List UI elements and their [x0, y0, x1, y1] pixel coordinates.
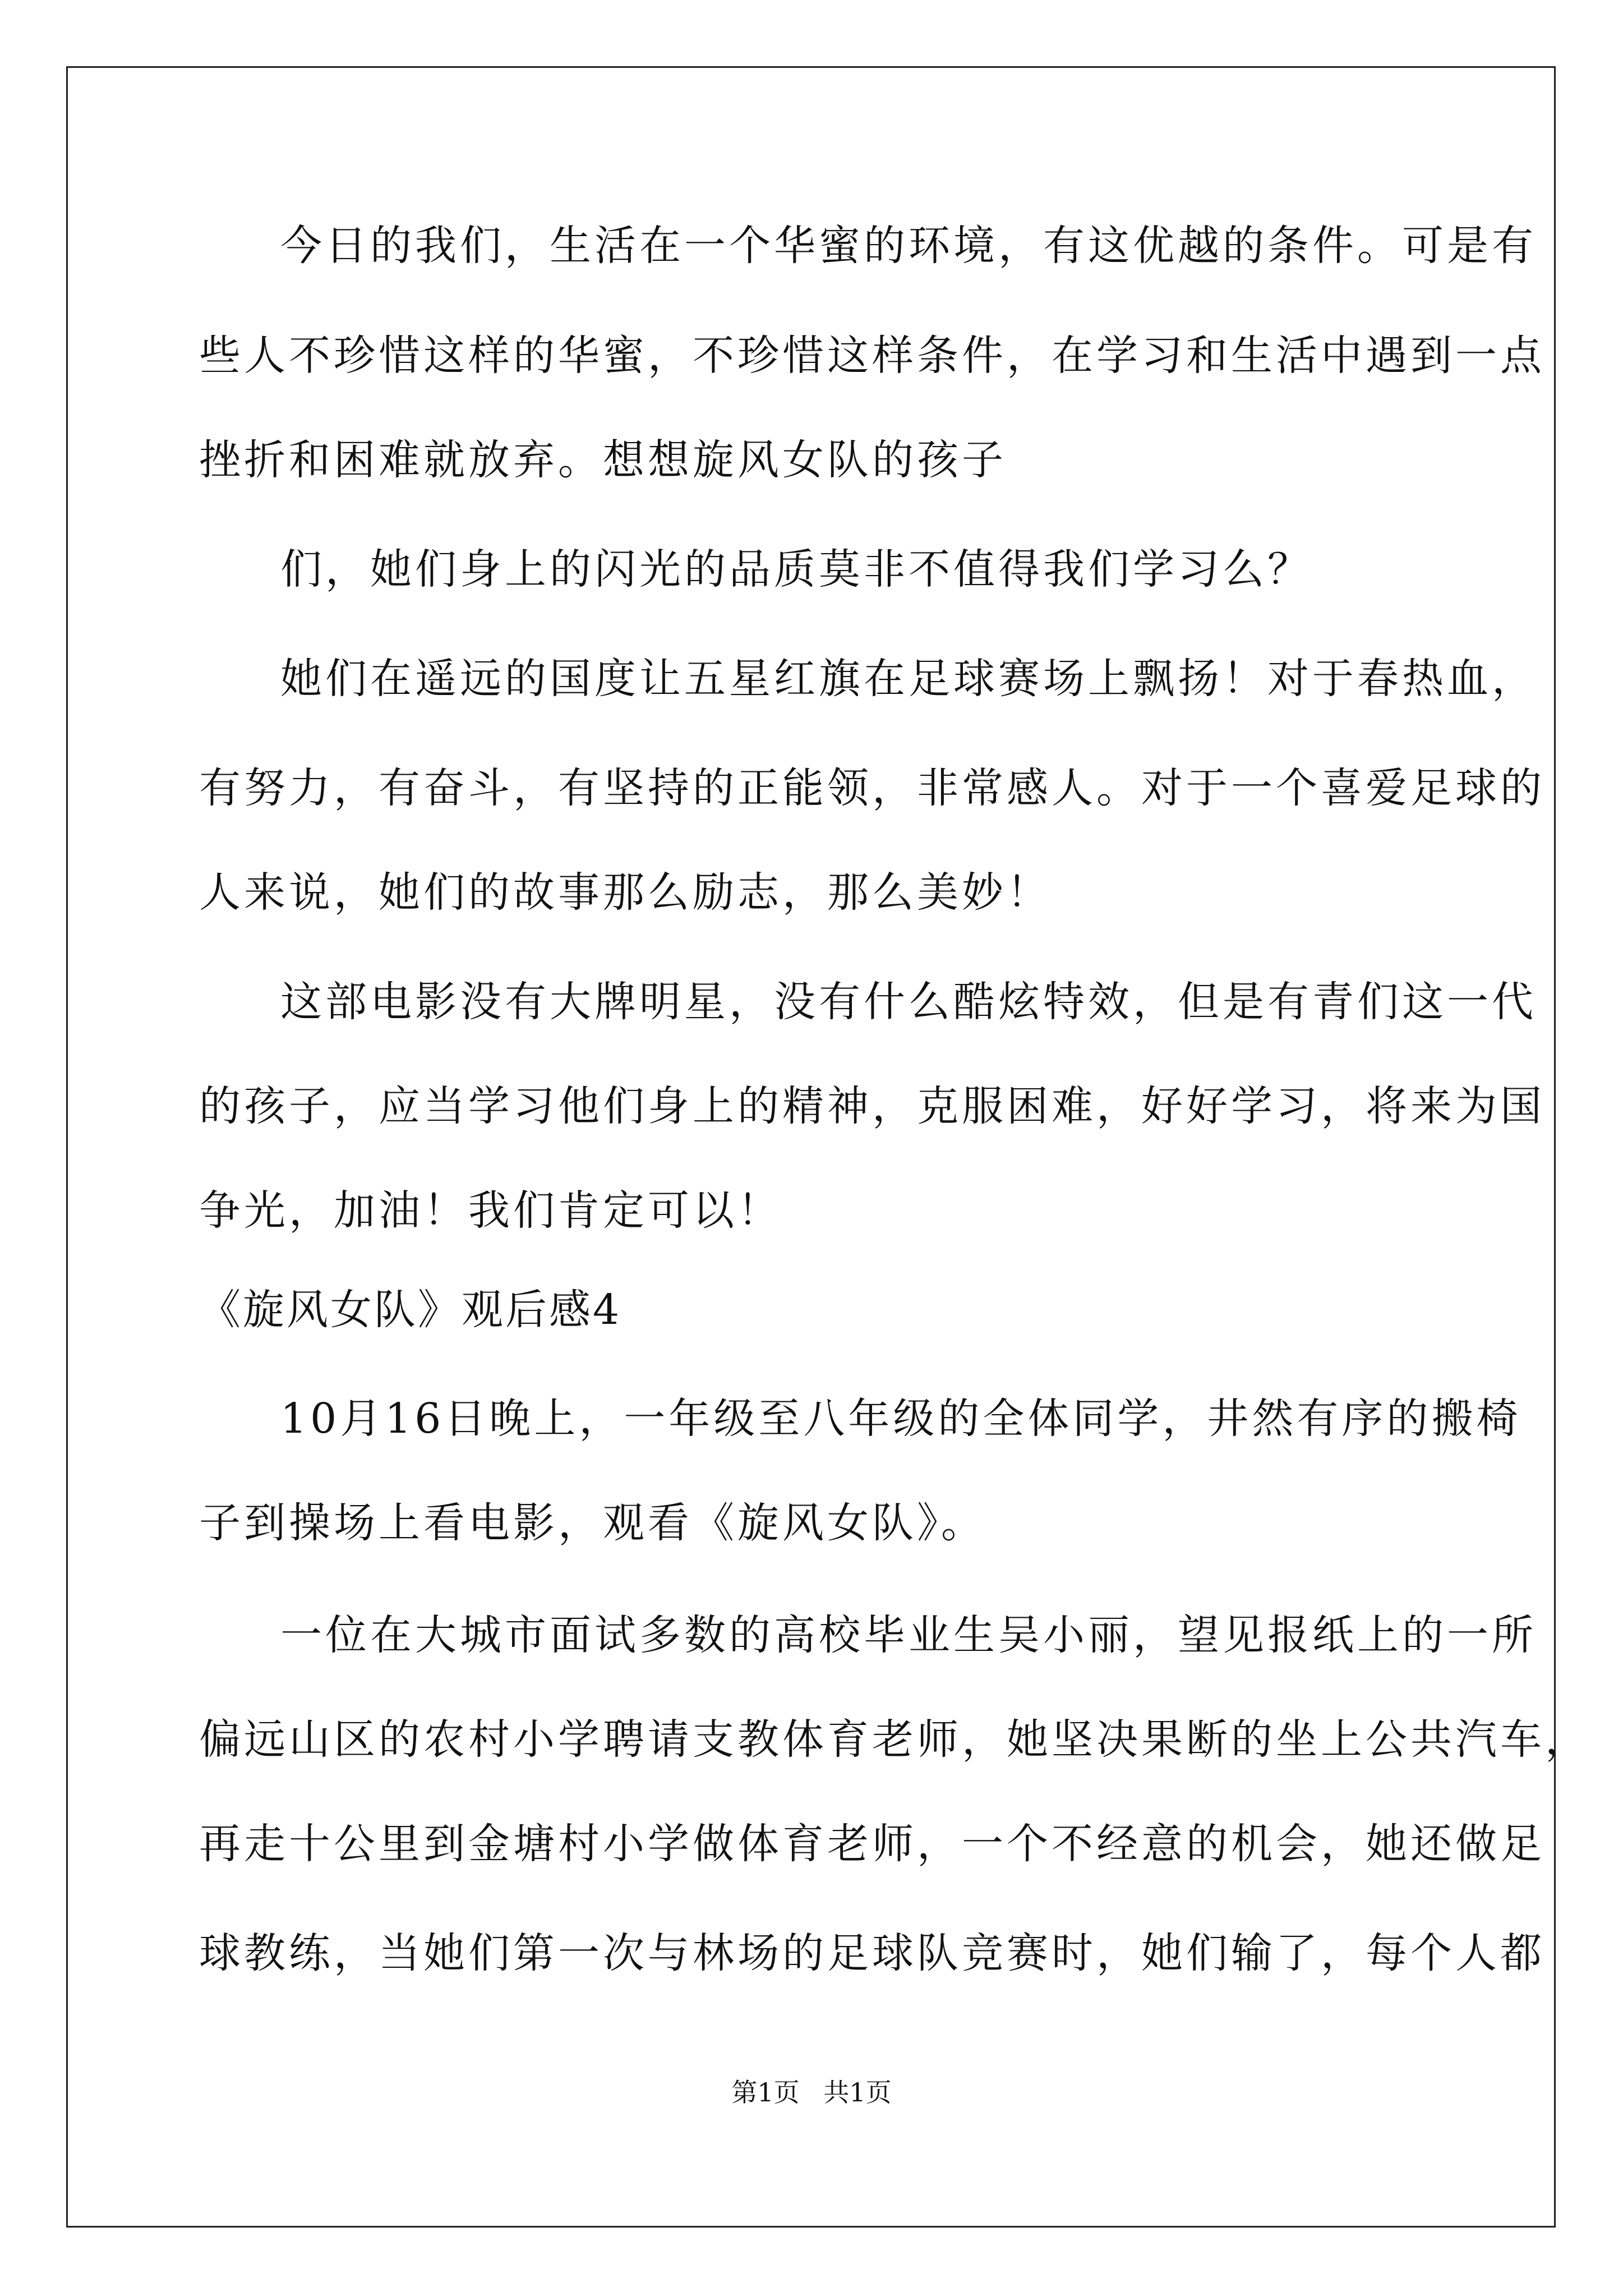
paragraph-line: 争光，加油！我们肯定可以！	[199, 1186, 782, 1235]
paragraph-line: 球教练，当她们第一次与林场的足球队竞赛时，她们输了，每个人都	[199, 1929, 1545, 1977]
paragraph-line: 些人不珍惜这样的华蜜，不珍惜这样条件，在学习和生活中遇到一点	[199, 332, 1545, 380]
page-number: 第1页	[731, 2077, 800, 2108]
paragraph-line: 这部电影没有大牌明星，没有什么酷炫特效，但是有青们这一代	[280, 978, 1537, 1026]
paragraph-line: 再走十公里到金塘村小学做体育老师，一个不经意的机会，她还做足	[199, 1820, 1545, 1868]
paragraph-line: 一位在大城市面试多数的高校毕业生吴小丽，望见报纸上的一所	[280, 1611, 1537, 1659]
paragraph-line: 的孩子，应当学习他们身上的精神，克服困难，好好学习，将来为国	[199, 1082, 1545, 1130]
paragraph-line: 今日的我们，生活在一个华蜜的环境，有这优越的条件。可是有	[280, 222, 1537, 270]
paragraph-line: 挫折和困难就放弃。想想旋风女队的孩子	[199, 436, 1007, 484]
paragraph-line: 偏远山区的农村小学聘请支教体育老师，她坚决果断的坐上公共汽车，	[199, 1715, 1590, 1764]
page-footer	[0, 2076, 1623, 2109]
paragraph-line: 子到操场上看电影，观看《旋风女队》。	[199, 1499, 986, 1547]
paragraph-line: 她们在遥远的国度让五星红旗在足球赛场上飘扬！对于春热血，	[280, 655, 1537, 703]
section-heading: 《旋风女队》观后感4	[199, 1286, 622, 1334]
page-border	[66, 66, 1556, 2228]
paragraph-line: 们，她们身上的闪光的品质莫非不值得我们学习么？	[280, 545, 1312, 593]
paragraph-line: 10月16日晚上，一年级至八年级的全体同学，井然有序的搬椅	[280, 1395, 1521, 1443]
page-total: 共1页	[823, 2077, 892, 2108]
paragraph-line: 人来说，她们的故事那么励志，那么美妙！	[199, 868, 1052, 917]
paragraph-line: 有努力，有奋斗，有坚持的正能领，非常感人。对于一个喜爱足球的	[199, 764, 1545, 812]
